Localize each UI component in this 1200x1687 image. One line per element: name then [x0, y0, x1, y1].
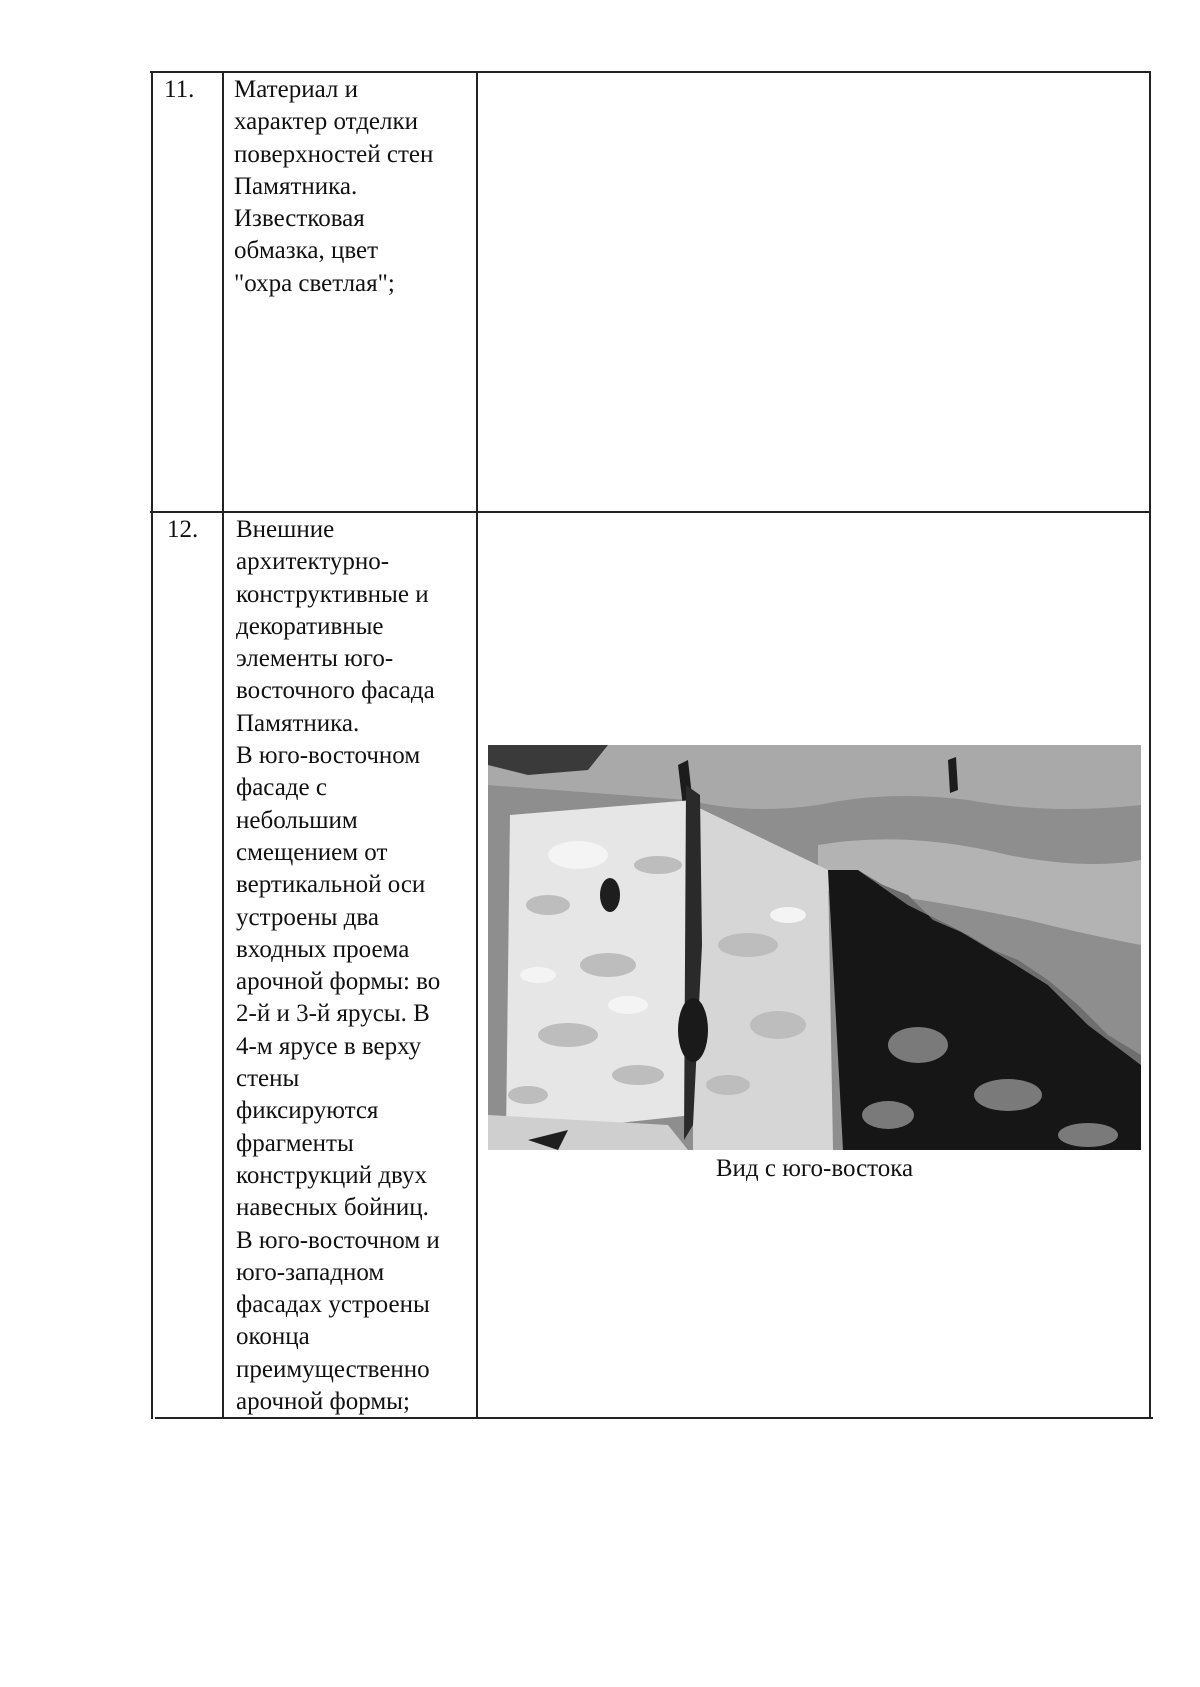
row-description: Материал и характер отделки поверхностей стен Памятника. Известковая обмазка, цвет "охра светлая"; [234, 76, 434, 297]
row-description: Внешние архитектурно- конструктивные и декоративные элементы юго- восточного фасада Памятника. В юго-восточном фасаде с небольшим смещением от вертикальной оси устроены два входных проема арочной формы: во 2-й и 3-й ярусы. В 4-м ярусе в верху стены фиксируются фрагменты конструкций двух навесных бойниц. В юго-восточном и юго-западном фасадах устроены оконца преимущественно арочной формы; [236, 516, 441, 1416]
tower-photo [488, 745, 1141, 1150]
row-divider [150, 511, 1150, 513]
table-right-border [1149, 71, 1151, 1419]
table-top-border [150, 71, 1150, 73]
column-divider-number [222, 71, 224, 1419]
column-divider-description [476, 71, 478, 1419]
photo-caption: Вид с юго-востока [715, 1155, 914, 1182]
table-left-border [151, 71, 153, 1419]
row-number: 11. [164, 76, 195, 103]
row-number: 12. [167, 516, 199, 543]
